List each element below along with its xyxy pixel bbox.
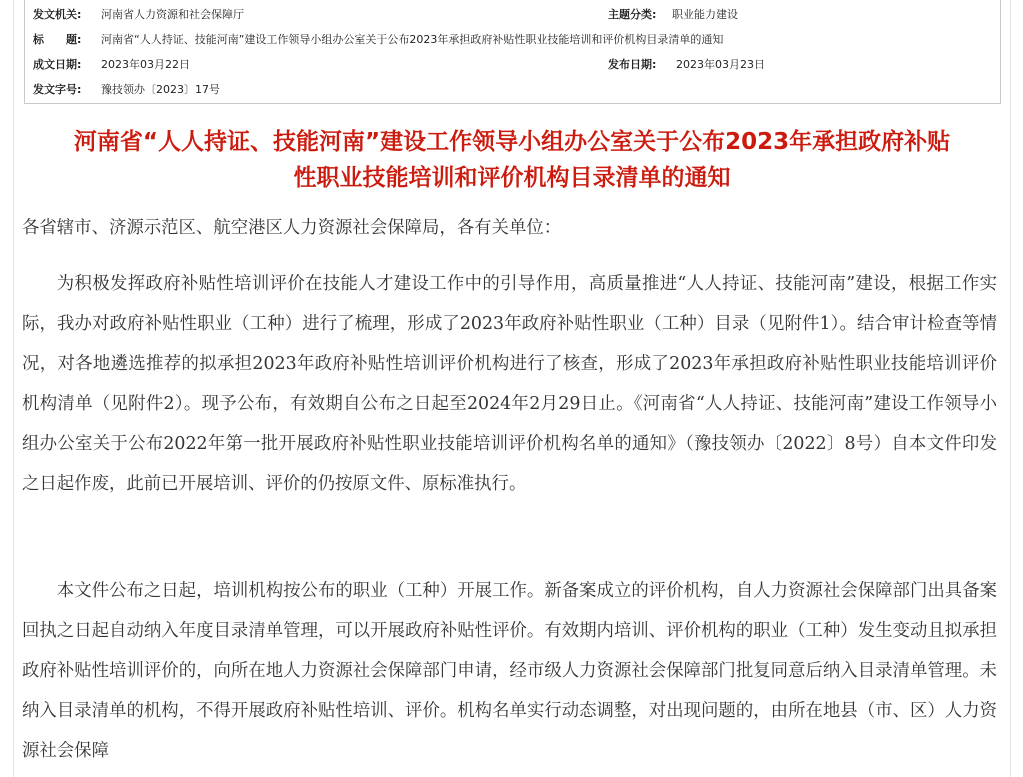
- article-title: [13, 124, 1011, 196]
- created-label: 成文日期:: [33, 58, 82, 71]
- paragraph-1: 为积极发挥政府补贴性培训评价在技能人才建设工作中的引导作用，高质量推进“人人持证、技能河南”建设，根据工作实际，我办对政府补贴性职业（工种）进行了梳理，形成了2023年政府补贴性职业（工种）目录（见附件1）。结合审计检查等情况，对各地遴选推荐的拟承担2023年政府补贴性培训评价机构进行了核查，形成了2023年承担政府补贴性职业技能培训评价机构清单（见附件2）。现予公布，有效期自公布之日起至2024年2月29日止。《河南省“人人持证、技能河南”建设工作领导小组办公室关于公布2022年第一批开展政府补贴性职业技能培训评价机构名单的通知》（豫技领办〔2022〕8号）自本文件印发之日起作废，此前已开展培训、评价的仍按原文件、原标准执行。: [22, 274, 997, 494]
- topic-label: 主题分类:: [608, 8, 657, 21]
- issuer-value: 河南省人力资源和社会保障厅: [101, 8, 244, 21]
- published-label: 发布日期:: [608, 58, 657, 71]
- title-value: 河南省“人人持证、技能河南”建设工作领导小组办公室关于公布2023年承担政府补贴性职业技能培训和评价机构目录清单的通知: [101, 33, 724, 46]
- paragraph-2: 本文件公布之日起，培训机构按公布的职业（工种）开展工作。新备案成立的评价机构，自人力资源社会保障部门出具备案回执之日起自动纳入年度目录清单管理，可以开展政府补贴性评价。有效期内培训、评价机构的职业（工种）发生变动且拟承担政府补贴性培训评价的，向所在地人力资源社会保障部门申请，经市级人力资源社会保障部门批复同意后纳入目录清单管理。未纳入目录清单的机构，不得开展政府补贴性培训、评价。机构名单实行动态调整，对出现问题的，由所在地县（市、区）人力资源社会保障: [22, 581, 997, 761]
- doc-number-label: 发文字号:: [33, 83, 82, 96]
- title-label: 标 题:: [33, 33, 82, 46]
- article-title-line-1: 河南省“人人持证、技能河南”建设工作领导小组办公室关于公布2023年承担政府补贴: [73, 129, 951, 155]
- published-value: 2023年03月23日: [676, 58, 765, 71]
- topic-value: 职业能力建设: [672, 8, 738, 21]
- created-value: 2023年03月22日: [101, 58, 190, 71]
- article-title-line-2: 性职业技能培训和评价机构目录清单的通知: [293, 165, 731, 191]
- greeting: 各省辖市、济源示范区、航空港区人力资源社会保障局，各有关单位：: [22, 218, 562, 238]
- document-metadata-table: [24, 0, 1001, 104]
- doc-number-value: 豫技领办〔2023〕17号: [101, 83, 220, 96]
- issuer-label: 发文机关:: [33, 8, 82, 21]
